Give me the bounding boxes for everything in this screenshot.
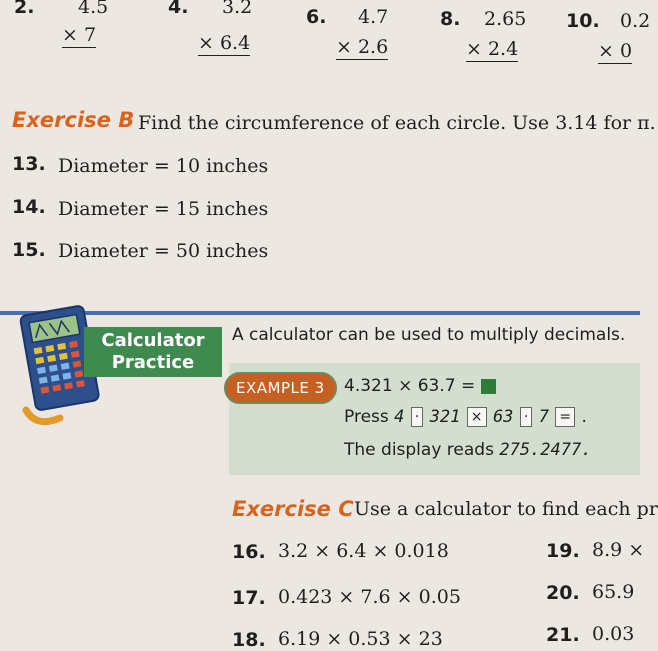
factor-bottom: × 2.6 bbox=[336, 36, 389, 58]
badge-line: Practice bbox=[111, 352, 195, 373]
item-number: 16. bbox=[232, 541, 266, 563]
problem-number: 4. bbox=[168, 0, 189, 18]
problem-number: 8. bbox=[440, 8, 461, 30]
exercise-c-instruction: Use a calculator to find each pr bbox=[354, 498, 658, 520]
problem-number: 2. bbox=[14, 0, 35, 18]
exercise-b-title: Exercise B bbox=[12, 108, 135, 132]
item-text: Diameter = 15 inches bbox=[58, 198, 269, 220]
factor-bottom: × 7 bbox=[62, 24, 97, 46]
key-digit: 7 bbox=[538, 407, 549, 427]
example-expression: 4.321 × 63.7 = bbox=[344, 376, 476, 396]
factor-top: 2.65 bbox=[484, 8, 527, 30]
example-badge: EXAMPLE 3 bbox=[224, 372, 337, 404]
item-text: 3.2 × 6.4 × 0.018 bbox=[278, 540, 449, 562]
press-keys-line: Press 4 · 321 × 63 · 7 = . bbox=[344, 407, 587, 427]
calculator-intro: A calculator can be used to multiply decimals. bbox=[232, 325, 626, 345]
item-number: 20. bbox=[546, 582, 580, 604]
item-text: 0.03 bbox=[592, 623, 635, 645]
factor-top: 4.5 bbox=[78, 0, 109, 18]
factor-top: 0.2 bbox=[620, 10, 651, 32]
factor-bottom: × 6.4 bbox=[198, 32, 251, 54]
item-text: 6.19 × 0.53 × 23 bbox=[278, 628, 443, 650]
key-digit: 321 bbox=[429, 407, 461, 427]
item-number: 15. bbox=[12, 239, 46, 261]
factor-top: 3.2 bbox=[222, 0, 253, 18]
exercise-c-title: Exercise C bbox=[232, 497, 354, 521]
item-text: 8.9 × bbox=[592, 539, 645, 561]
example-expression-line bbox=[344, 376, 496, 396]
calculator-practice-badge bbox=[84, 327, 222, 377]
key-digit: 63 bbox=[492, 407, 514, 427]
exercise-b-instruction: Find the circumference of each circle. Use 3.14 for π. bbox=[138, 112, 656, 134]
answer-square-icon bbox=[481, 379, 496, 394]
item-number: 18. bbox=[232, 629, 266, 651]
factor-top: 4.7 bbox=[358, 6, 389, 28]
factor-bottom: × 0 bbox=[598, 40, 633, 62]
decimal-key: · bbox=[411, 407, 423, 427]
item-number: 21. bbox=[546, 624, 580, 646]
display-value: 275.2477. bbox=[499, 440, 592, 460]
item-number: 17. bbox=[232, 587, 266, 609]
item-text: Diameter = 10 inches bbox=[58, 155, 269, 177]
item-number: 13. bbox=[12, 153, 46, 175]
item-text: 65.9 bbox=[592, 581, 635, 603]
display-prefix: The display reads bbox=[344, 440, 494, 460]
decimal-key: · bbox=[520, 407, 532, 427]
equals-key: = bbox=[555, 407, 575, 427]
item-number: 19. bbox=[546, 540, 580, 562]
key-digit: 4 bbox=[394, 407, 405, 427]
press-label: Press bbox=[344, 407, 389, 427]
item-text: 0.423 × 7.6 × 0.05 bbox=[278, 586, 461, 608]
multiply-key: × bbox=[467, 407, 487, 427]
item-text: Diameter = 50 inches bbox=[58, 240, 269, 262]
badge-line: Calculator bbox=[101, 330, 205, 351]
problem-number: 10. bbox=[566, 10, 600, 32]
item-number: 14. bbox=[12, 196, 46, 218]
problem-number: 6. bbox=[306, 6, 327, 28]
factor-bottom: × 2.4 bbox=[466, 38, 519, 60]
display-line bbox=[344, 440, 591, 460]
